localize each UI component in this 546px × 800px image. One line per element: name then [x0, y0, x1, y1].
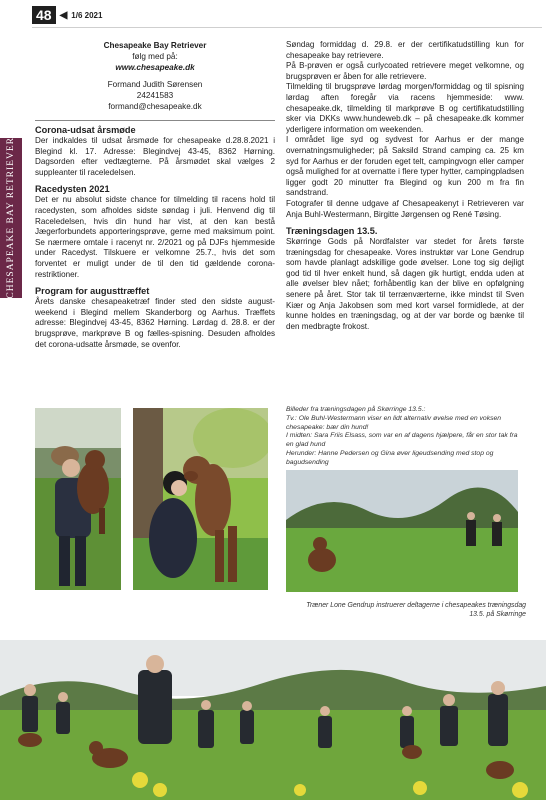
spine-label: CHESAPEAKE BAY RETRIEVER	[6, 137, 16, 299]
section-text-training: Skørringe Gods på Nordfalster var stedet for årets første træningsdag for chesapeake. Vores instruktør var Lone Gendrup som havde planlagt adskillige gode øvelser. Lone tog sig dejligt god tid til hver enkelt hund, så dagen gik hurtigt, endda uden at alle øvelser blev nået; forhåbentlig kan der blive en opfølgning senere på året. Stor tak til terrænværterne, ikke mindst til Sven Kiær og Anja Jakobsen som med kort varsel formidlede, at der kunne holdes en træningsdag, og at der var borde og bænke til den medbragte frokost.	[286, 237, 524, 331]
contact-phone: 24241583	[136, 91, 174, 100]
photo-group-training	[0, 640, 546, 800]
section-divider	[35, 120, 275, 121]
contact-box	[35, 40, 275, 112]
paragraph-b-test: På B-prøven er også curlycoated retrievere meget velkomne, og brugsprøven er åben for alle retrievere.	[286, 61, 524, 81]
page-marker-icon: ◀	[59, 9, 68, 21]
page-header	[32, 6, 102, 24]
contact-follow: følg med på:	[132, 52, 178, 61]
header-rule	[32, 27, 542, 28]
caption-line: Tv.: Ole Buhl-Westermann viser en lidt alternativ øvelse med en voksen chesapeake: bær din hund!	[286, 414, 502, 431]
contact-name: Formand Judith Sørensen	[107, 80, 203, 89]
photo-field-training	[286, 470, 518, 592]
right-column	[286, 40, 524, 332]
caption-line: I midten: Sara Friis Elsass, som var en af dagens hjælpere, får en stor tak fra en glad hund	[286, 432, 518, 449]
paragraph-accommodation: I området lige syd og sydvest for Aarhus er der mange overnatningsmuligheder; på Saksild Strand camping ca. 25 km syd for Aarhus er der foruden eget telt, campingvogn eller camper også mulighed for at overnatte i flere typer hytter, campingpladsen ligger godt 20 minutter fra Blegind og kun 200 m fra fin sandstrand.	[286, 135, 524, 198]
section-spine-tab	[0, 138, 22, 298]
section-text-racedysten: Det er nu absolut sidste chance for tilmelding til racens hold til racedysten, som afholdes sidste søndag i juli. Henvend dig til Raceledelsen, hvis din hund har vist, at den kan bestå Jægerforbundets apporteringsprøve, gerne med maksimum point. Se nærmere omtale i racenyt nr. 2/2021 og på DJFs hjemmeside under Racedyst. Tilskuere er velkomne 25.7., hvis det som forventet er muligt under de til den tid gældende corona-restriktioner.	[35, 195, 275, 279]
photo-caption-bottom: Træner Lone Gendrup instruerer deltagerne i chesapeakes træningsdag 13.5. på Skørringe	[306, 602, 526, 618]
paragraph-sunday-show: Søndag formiddag d. 29.8. er der certifikatudstilling kun for chesapeake bay retrievere.	[286, 40, 524, 60]
caption-line: Herunder: Hanne Pedersen og Gina øver ligeudsending med stop og bagudsending	[286, 449, 494, 466]
contact-website-link[interactable]: www.chesapeake.dk	[115, 63, 195, 72]
section-title-program: Program for augusttræffet	[35, 286, 150, 297]
issue-label: 1/6 2021	[71, 10, 103, 20]
section-title-racedysten: Racedysten 2021	[35, 184, 110, 195]
contact-title: Chesapeake Bay Retriever	[103, 41, 207, 50]
section-text-program: Årets danske chesapeaketræf finder sted den sidste august-weekend i Blegind mellem Skanderborg og Aarhus. Træffets adresse: Blegindvej 43-45, 8362 Hørning. Lørdag d. 28.8. er der brugsprøve, markprøve B og fælles-spisning. Desuden afholdes det corona-udsatte årsmøde, se ovenfor.	[35, 297, 275, 349]
photo-woman-hugging-dog	[133, 408, 268, 590]
section-title-corona: Corona-udsat årsmøde	[35, 125, 136, 135]
left-column	[35, 40, 275, 350]
section-text-corona: Der indkaldes til udsat årsmøde for chesapeake d.28.8.2021 i Blegind kl. 17. Adresse: Blegindvej 43-45, 8362 Hørning. Dagsorden efter vedtægterne. På årsmødet skal vælges 2 suppleanter til raceledelsen.	[35, 136, 275, 177]
paragraph-photographers: Fotografer til denne udgave af Chesapeakenyt i Retrieveren var Anja Buhl-Westermann, Birgitte Jørgensen og René Tøsing.	[286, 198, 524, 219]
section-title-training: Træningsdagen 13.5.	[286, 226, 378, 237]
paragraph-registration: Tilmelding til brugsprøve lørdag morgen/formiddag og til spisning lørdag aften foregår via racens hjemmeside: www. chesapeake.dk, tilmelding til markprøve B og certifikatudstilling sker via DKKs www.hundeweb.dk – på chesapeake.dk kommer yderligere information om weekenden.	[286, 82, 524, 134]
photo-caption-top	[286, 406, 526, 468]
contact-email[interactable]: formand@chesapeake.dk	[108, 102, 202, 111]
photo-man-carrying-dog	[35, 408, 121, 590]
page-number: 48	[32, 6, 56, 24]
caption-line: Billeder fra træningsdagen på Skørringe 13.5.:	[286, 406, 426, 413]
